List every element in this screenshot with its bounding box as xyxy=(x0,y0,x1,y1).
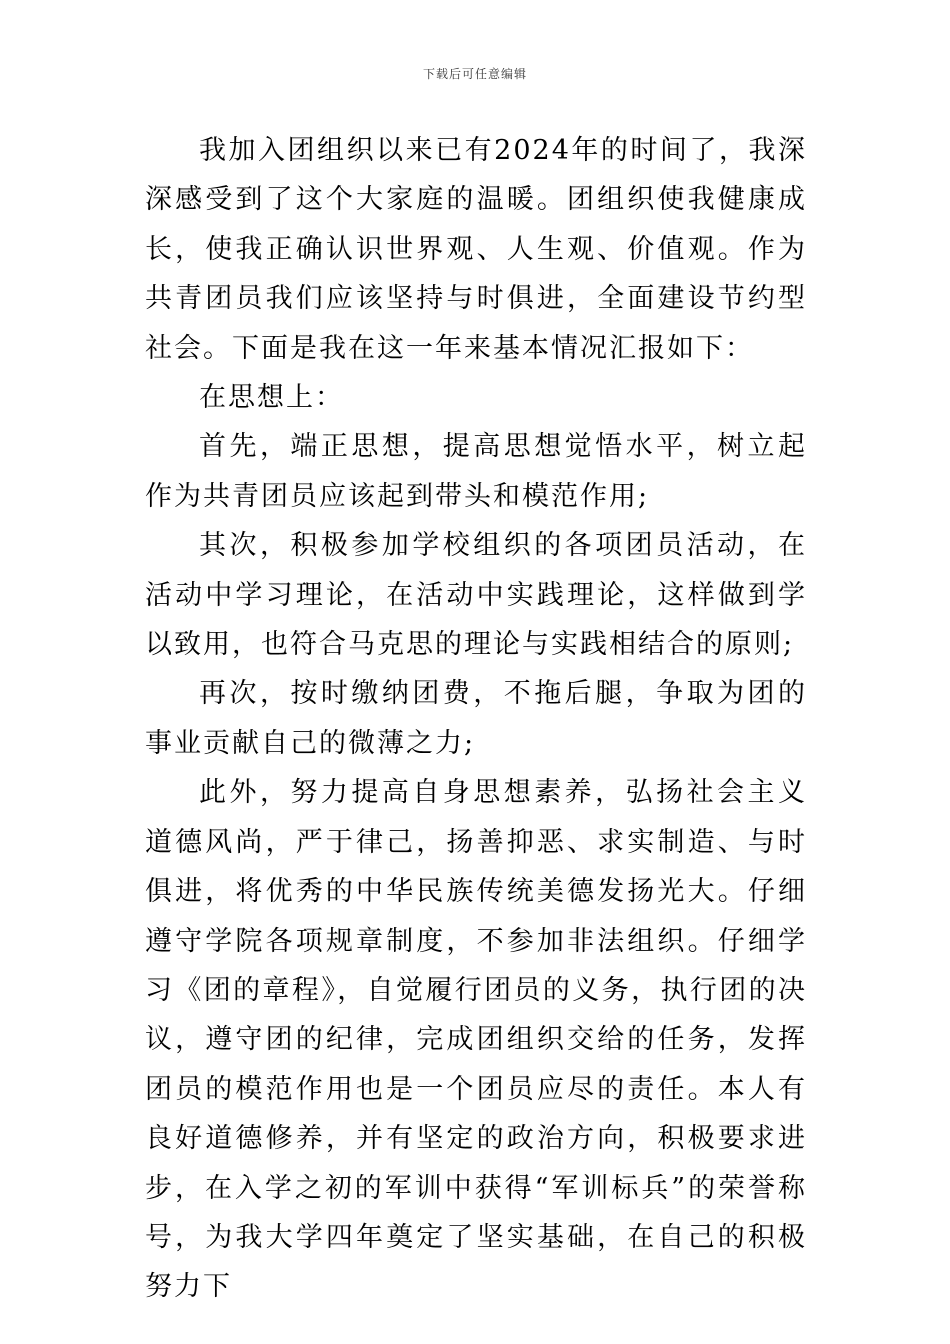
paragraph-third: 再次，按时缴纳团费，不拖后腿，争取为团的事业贡献自己的微薄之力; xyxy=(145,678,807,759)
paragraph-thought-heading: 在思想上： xyxy=(199,382,344,414)
paragraph-second: 其次，积极参加学校组织的各项团员活动，在活动中学习理论，在活动中实践理论，这样做到学以致用，也符合马克思的理论与实践相结合的原则; xyxy=(145,530,807,661)
page-header-note: 下载后可任意编辑 xyxy=(422,67,527,81)
paragraph-additionally: 此外，努力提高自身思想素养，弘扬社会主义道德风尚，严于律己，扬善抑恶、求实制造、与时俱进，将优秀的中华民族传统美德发扬光大。仔细遵守学院各项规章制度，不参加非法组织。仔细学习《团的章程》，自觉履行团员的义务，执行团的决议，遵守团的纪律，完成团组织交给的任务，发挥团员的模范作用也是一个团员应尽的责任。本人有良好道德修养，并有坚定的政治方向，积极要求进步，在入学之初的军训中获得“军训标兵”的荣誉称号，为我大学四年奠定了坚实基础，在自己的积极努力下 xyxy=(145,777,807,1303)
document-body xyxy=(145,126,807,1312)
paragraph-first: 首先，端正思想，提高思想觉悟水平，树立起作为共青团员应该起到带头和模范作用; xyxy=(145,431,807,512)
paragraph-intro: 我加入团组织以来已有2024年的时间了，我深深感受到了这个大家庭的温暖。团组织使我健康成长，使我正确认识世界观、人生观、价值观。作为共青团员我们应该坚持与时俱进，全面建设节约型社会。下面是我在这一年来基本情况汇报如下： xyxy=(145,135,807,364)
